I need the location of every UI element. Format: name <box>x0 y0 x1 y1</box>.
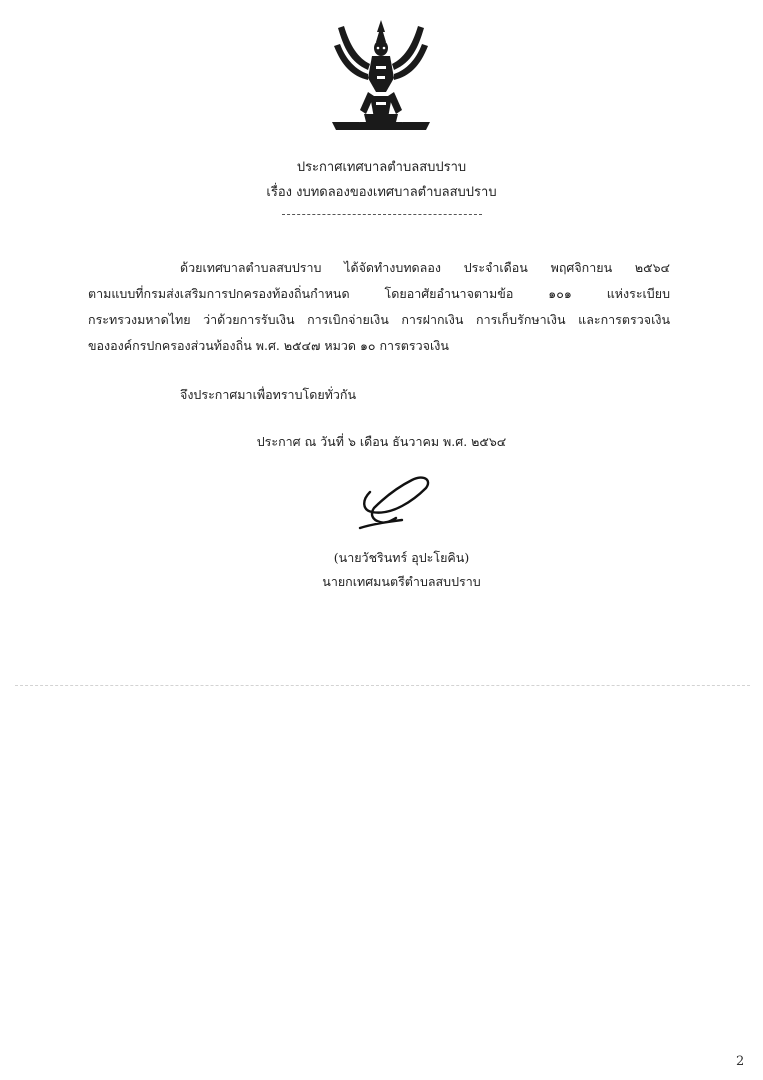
announcement-title: ประกาศเทศบาลตำบลสบปราบ <box>296 160 467 175</box>
page-number: 2 <box>736 1054 745 1069</box>
body-line: กระทรวงมหาดไทย ว่าด้วยการรับเงิน การเบิกจ่ายเงิน การฝากเงิน การเก็บรักษาเงิน และการตรวจเงิน <box>88 312 670 327</box>
closing-statement: จึงประกาศมาเพื่อทราบโดยทั่วกัน <box>180 387 357 402</box>
title-divider <box>282 214 482 215</box>
signer-position: นายกเทศมนตรีตำบลสบปราบ <box>322 574 481 589</box>
garuda-emblem <box>330 18 432 133</box>
signature <box>352 470 434 532</box>
signer-name: (นายวัชรินทร์ อุปะโยคิน) <box>333 550 470 565</box>
body-line: ขององค์กรปกครองส่วนท้องถิ่น พ.ศ. ๒๕๔๗ หมวด ๑๐ การตรวจเงิน <box>88 338 449 353</box>
scan-artifact-line <box>15 685 750 686</box>
announcement-subject: เรื่อง งบทดลองของเทศบาลตำบลสบปราบ <box>266 185 497 200</box>
body-line: ด้วยเทศบาลตำบลสบปราบ ได้จัดทำงบทดลอง ประจำเดือน พฤศจิกายน ๒๕๖๔ <box>180 260 670 275</box>
body-line: ตามแบบที่กรมส่งเสริมการปกครองท้องถิ่นกำหนด โดยอาศัยอำนาจตามข้อ ๑๐๑ แห่งระเบียบ <box>88 286 670 301</box>
announcement-date: ประกาศ ณ วันที่ ๖ เดือน ธันวาคม พ.ศ. ๒๕๖๔ <box>256 434 507 449</box>
